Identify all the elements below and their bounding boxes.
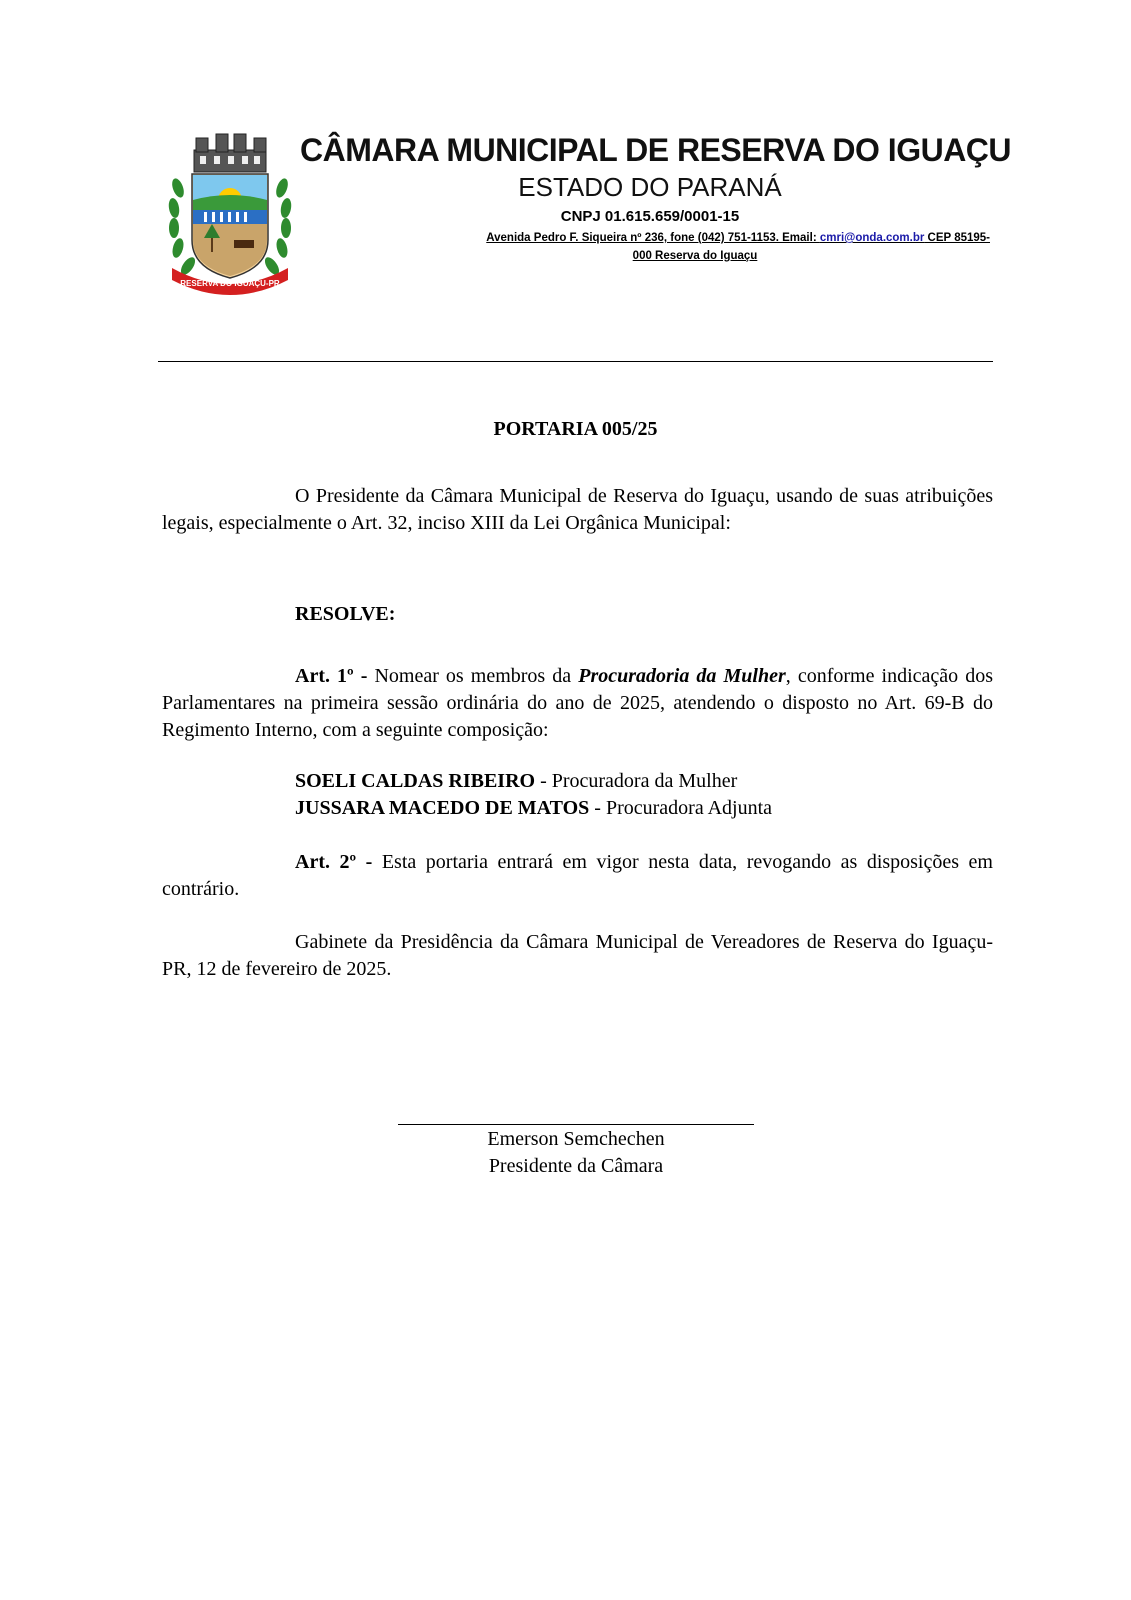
art2-text: Esta portaria entrará em vigor nesta data, revogando as disposições em contrário. [162, 851, 993, 900]
state-name: ESTADO DO PARANÁ [518, 172, 782, 202]
municipal-crest-logo [164, 128, 296, 296]
member-role: - Procuradora Adjunta [589, 797, 773, 819]
signer-role: Presidente da Câmara [488, 1155, 664, 1177]
header-divider [158, 361, 993, 362]
cnpj: CNPJ 01.615.659/0001-15 [560, 208, 740, 225]
document-title: PORTARIA 005/25 [493, 418, 658, 440]
art2-label: Art. 2º - [295, 851, 382, 873]
member-line [295, 795, 772, 822]
art1-label: Art. 1º - [295, 665, 375, 687]
address-line [400, 232, 990, 244]
crest-ribbon-text: RESERVA DO IGUAÇU-PR [180, 279, 280, 288]
member-name: JUSSARA MACEDO DE MATOS [295, 797, 590, 819]
member-line [295, 768, 737, 795]
address-line-2: 000 Reserva do Iguaçu [632, 250, 758, 262]
art1-pre: Nomear os membros da [374, 665, 579, 687]
article-2 [162, 849, 993, 903]
signature-line [398, 1124, 754, 1125]
art1-post: , conforme indicação dos Parlamentares na primeira sessão ordinária do ano de 2025, atendendo o disposto no Art. 69-B do Regimento Interno, com a seguinte composição: [162, 665, 993, 741]
intro-text: O Presidente da Câmara Municipal de Reserva do Iguaçu, usando de suas atribuições legais, especialmente o Art. 32, inciso XIII da Lei Orgânica Municipal: [162, 485, 993, 534]
closing-paragraph [162, 929, 993, 983]
art1-emphasis: Procuradoria da Mulher [578, 665, 786, 687]
address-cep: CEP 85195- [924, 232, 990, 244]
resolve-heading: RESOLVE: [295, 603, 396, 625]
address-text: Avenida Pedro F. Siqueira nº 236, fone (042) 751-1153. Email: [486, 232, 820, 244]
closing-text: Gabinete da Presidência da Câmara Municipal de Vereadores de Reserva do Iguaçu-PR, 12 de fevereiro de 2025. [162, 931, 993, 980]
institution-title: CÂMARA MUNICIPAL DE RESERVA DO IGUAÇU [300, 132, 1012, 168]
member-role: - Procuradora da Mulher [535, 770, 738, 792]
signer-name: Emerson Semchechen [487, 1128, 665, 1150]
article-1 [162, 663, 993, 744]
email-link[interactable]: cmri@onda.com.br [819, 232, 925, 244]
intro-paragraph [162, 483, 993, 537]
member-name: SOELI CALDAS RIBEIRO [295, 770, 536, 792]
